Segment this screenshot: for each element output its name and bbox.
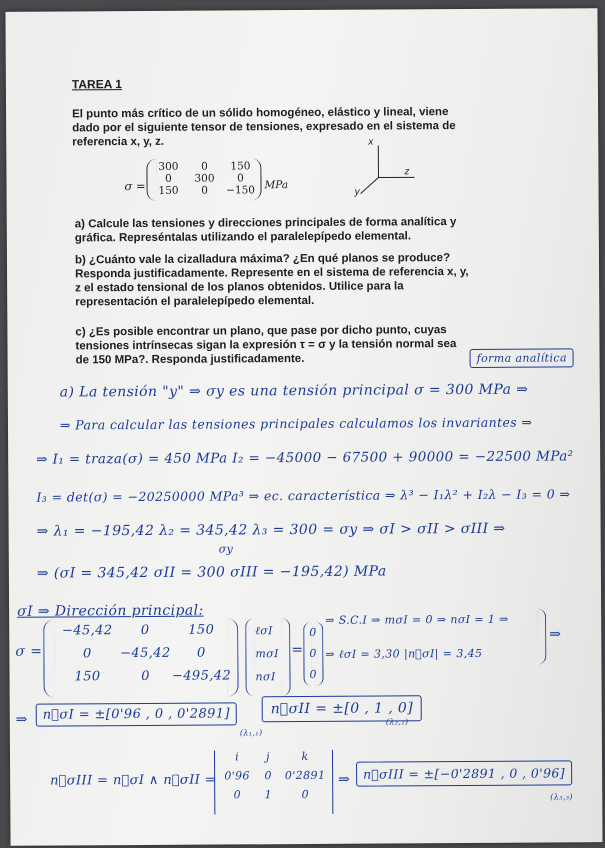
hw-matrix-bracket-left bbox=[43, 620, 54, 698]
hw-det-cell: 0 bbox=[264, 769, 272, 783]
hw-vector-bracket-left bbox=[245, 618, 254, 696]
hw-det-cell: k bbox=[301, 749, 309, 764]
tensor-cell: 0 bbox=[201, 184, 208, 197]
hw-matrix-cell: −495,42 bbox=[171, 668, 232, 684]
hw-sigma-eq: σ = bbox=[15, 643, 43, 660]
hw-zero-cell: 0 bbox=[309, 646, 317, 660]
hw-matrix-cell: 150 bbox=[188, 622, 215, 638]
task-title: TAREA 1 bbox=[71, 77, 122, 92]
result-box-sigma-III: n⃗σIII = ±[−0'2891 , 0 , 0'96] bbox=[356, 760, 572, 786]
hw-matrix-cell: 0 bbox=[82, 646, 92, 662]
axis-x-label: x bbox=[368, 136, 374, 148]
result-box-sigma-II-note: (λ₂,₂) bbox=[385, 717, 409, 727]
tensor-bracket-right bbox=[251, 158, 261, 200]
task-intro: El punto más crítico de un sólido homogéneo, elástico y lineal, viene dado por el siguiente tensor de tensiones, expresado en el sistema de referencia x, y, z. bbox=[72, 106, 456, 149]
hw-note-1: ⇒ S.C.I ⇒ mσI = 0 ⇒ nσI = 1 ⇒ bbox=[325, 612, 509, 627]
hw-implies-3: ⇒ bbox=[338, 771, 351, 788]
tensor-matrix bbox=[150, 160, 258, 197]
hw-line-1: a) La tensión "y" ⇒ σy es una tensión principal σ = 300 MPa ⇒ bbox=[59, 381, 529, 401]
tensor-cell: 0 bbox=[237, 172, 244, 185]
result-box-sigma-II: n⃗σII = ±[0 , 1 , 0] bbox=[262, 695, 422, 722]
hw-det-cell: j bbox=[266, 750, 270, 764]
hw-vector-cell: nσI bbox=[255, 670, 276, 684]
hw-vector-cell: ℓσI bbox=[255, 624, 273, 638]
hw-implies: ⇒ bbox=[549, 626, 562, 643]
tensor-cell: 300 bbox=[158, 160, 179, 173]
hw-det-bar-left bbox=[214, 751, 216, 815]
hw-zero-cell: 0 bbox=[309, 625, 317, 639]
axis-y-label: y bbox=[354, 186, 360, 198]
hw-det-cell: i bbox=[235, 750, 240, 764]
result-box-sigma-I: n⃗σI = ±[0'96 , 0 , 0'2891] bbox=[36, 702, 237, 726]
hw-line-3: ⇒ I₁ = traza(σ) = 450 MPa I₂ = −45000 − 67500 + 90000 = −22500 MPa² bbox=[36, 448, 574, 468]
question-b: b) ¿Cuánto vale la cizalladura máxima? ¿En qué planos se produce? Responda justificadamente. Represente en el sistema de referencia x, y, z el estado tensional de los planos obtenidos. Utilice para la representación el paralelepípedo elemental. bbox=[74, 252, 469, 309]
hw-matrix-cell: −45,42 bbox=[61, 623, 113, 639]
tensor-unit: MPa bbox=[264, 179, 289, 192]
hw-det-bar-right bbox=[332, 750, 334, 814]
hw-line-2: ⇒ Para calcular las tensiones principales calculamos los invariantes ⇒ bbox=[59, 414, 533, 433]
hw-note-2: ⇒ ℓσI = 3,30 |n⃗σI| = 3,45 bbox=[325, 646, 483, 661]
result-box-sigma-III-note: (λ₃,₃) bbox=[550, 792, 573, 802]
hw-det-cell: 0'2891 bbox=[284, 768, 326, 783]
hw-zero-cell: 0 bbox=[309, 667, 317, 681]
hw-matrix-cell: −45,42 bbox=[120, 645, 171, 662]
hw-cross-product-lhs: n⃗σIII = n⃗σI ∧ n⃗σII = bbox=[50, 772, 217, 789]
hw-equals: = bbox=[291, 642, 304, 659]
hw-matrix-cell: 0 bbox=[141, 668, 150, 684]
tensor-cell: 150 bbox=[158, 184, 179, 197]
tensor-cell: 0 bbox=[165, 172, 172, 185]
hw-line-6: ⇒ (σI = 345,42 σII = 300 σIII = −195,42) MPa bbox=[36, 563, 387, 582]
hw-line-5: ⇒ λ₁ = −195,42 λ₂ = 345,42 λ₃ = 300 = σy ⇒ σI > σII > σIII ⇒ bbox=[36, 520, 506, 540]
result-box-sigma-I-note: (λ₁,₁) bbox=[239, 728, 263, 738]
hw-line-4: I₃ = det(σ) = −20250000 MPa³ ⇒ ec. característica ⇒ λ³ − I₁λ² + I₂λ − I₃ = 0 ⇒ bbox=[36, 486, 571, 505]
hw-matrix-cell: 0 bbox=[196, 645, 206, 661]
hw-det-cell: 1 bbox=[264, 788, 272, 802]
hw-implies-2: ⇒ bbox=[15, 711, 28, 728]
paper-sheet bbox=[5, 8, 602, 846]
hw-det-cell: 0 bbox=[233, 788, 241, 802]
axis-z-label: z bbox=[404, 166, 410, 178]
tensor-cell: 150 bbox=[230, 160, 251, 173]
tensor-cell: −150 bbox=[226, 184, 256, 197]
hw-det-cell: 0 bbox=[301, 787, 309, 802]
hw-zero-bracket-right bbox=[315, 622, 323, 686]
sigma-label: σ = bbox=[124, 178, 146, 194]
hw-vector-bracket-right bbox=[281, 618, 290, 696]
hw-matrix-cell: 0 bbox=[140, 622, 150, 638]
hw-determinant bbox=[218, 750, 330, 802]
tensor-cell: 300 bbox=[194, 172, 215, 185]
hw-matrix bbox=[55, 622, 231, 684]
question-a: a) Calcule las tensiones y direcciones principales de forma analítica y gráfica. Represéntalas utilizando el paralelepípedo elemental. bbox=[74, 216, 457, 245]
hw-matrix-cell: 150 bbox=[74, 669, 101, 685]
hw-line-5-sub: σy bbox=[218, 542, 234, 556]
analytic-tag: forma analítica bbox=[470, 348, 574, 368]
hw-vector-cell: mσI bbox=[255, 647, 279, 661]
question-c: c) ¿Es posible encontrar un plano, que pase por dicho punto, cuyas tensiones intrínsecas sigan la expresión τ = σ y la tensión normal sea de 150 MPa?. Responda justificadamente. bbox=[75, 324, 457, 367]
hw-det-cell: 0'96 bbox=[224, 769, 250, 783]
hw-matrix-bracket-right bbox=[227, 618, 238, 696]
tensor-cell: 0 bbox=[201, 160, 208, 173]
hw-line-7: σI ⇒ Dirección principal: bbox=[17, 602, 204, 620]
hw-unknown-vector bbox=[255, 624, 279, 683]
hw-brace bbox=[537, 609, 546, 665]
